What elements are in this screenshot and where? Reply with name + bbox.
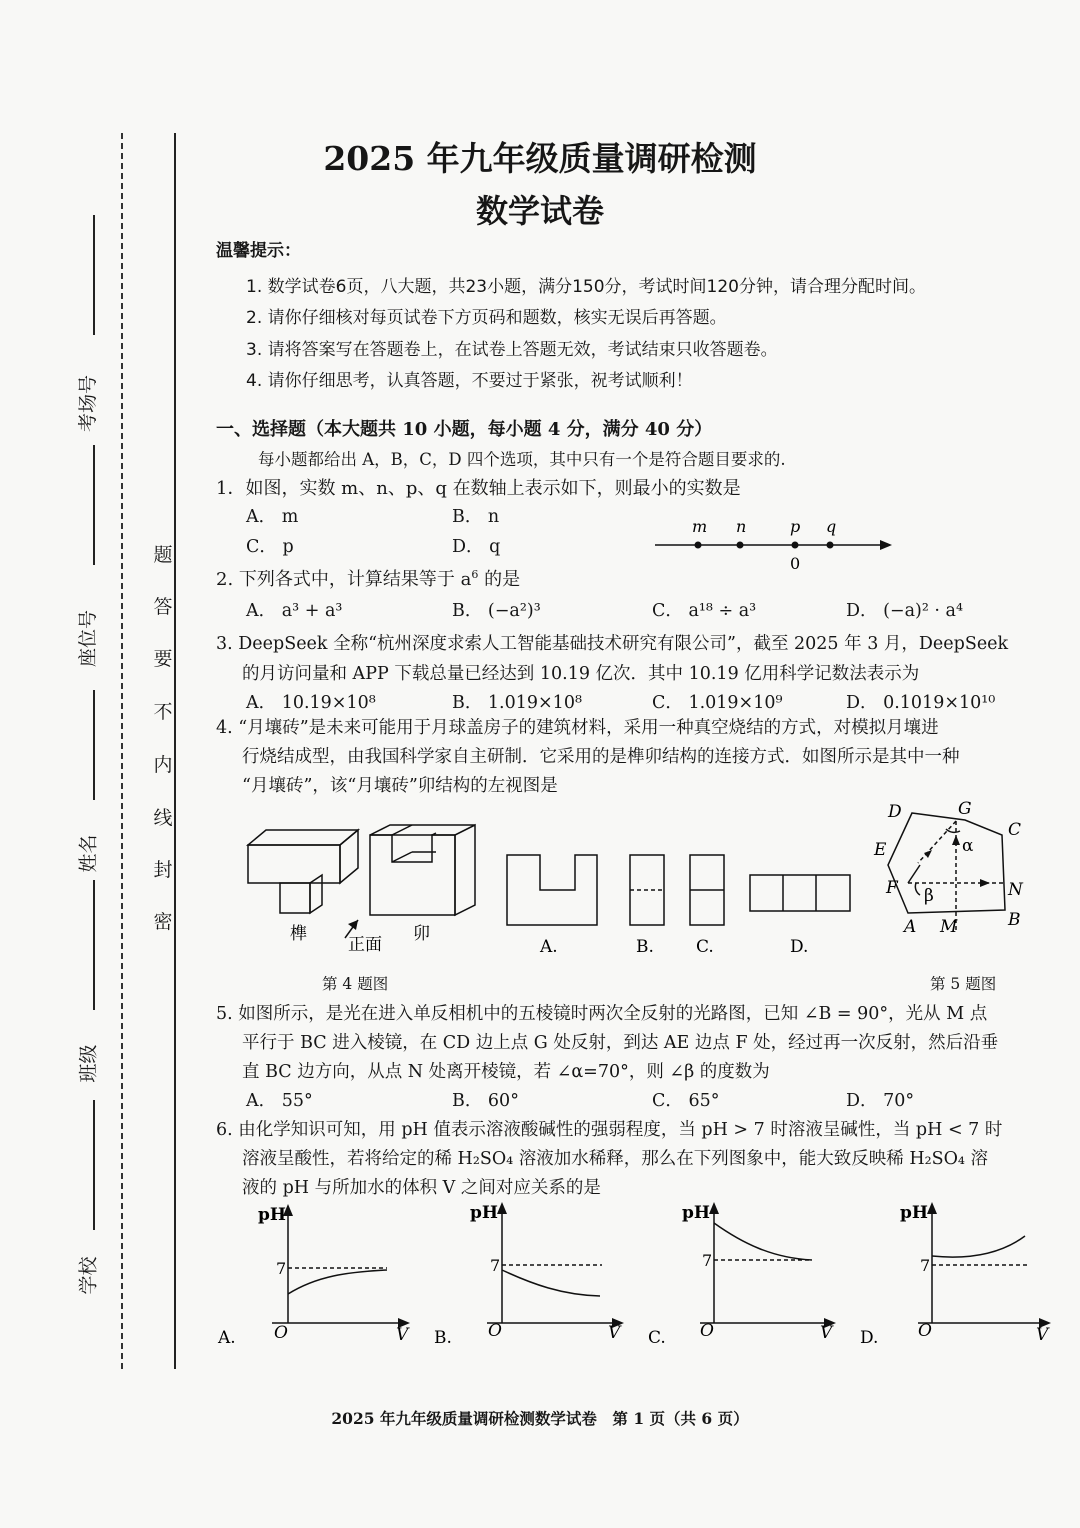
svg-text:7: 7	[490, 1256, 501, 1275]
q3-option-c: C． 1.019×10⁹	[652, 693, 783, 713]
q5-option-a: A． 55°	[246, 1091, 313, 1111]
tip-item: 3. 请将答案写在答题卷上，在试卷上答题无效，考试结束只收答题卷。	[246, 340, 778, 360]
q2-option-b: B． (−a²)³	[452, 601, 541, 621]
q2-stem-sup: 6	[471, 568, 479, 581]
q1-option-c: C． p	[246, 537, 294, 557]
q5-option-b: B． 60°	[452, 1091, 519, 1111]
svg-text:C: C	[1008, 820, 1022, 840]
svg-text:F: F	[886, 878, 898, 898]
axis-zero: 0	[790, 554, 801, 573]
svg-text:pH: pH	[470, 1203, 498, 1223]
seal-char: 题	[153, 544, 173, 566]
q5-figure	[870, 795, 1050, 945]
q3-option-a: A． 10.19×10⁸	[246, 693, 376, 713]
point-p	[792, 542, 799, 549]
tenon-front	[248, 845, 340, 883]
axis-label-n: n	[736, 517, 747, 536]
graph-c	[648, 1202, 836, 1348]
q3-line1: 3. DeepSeek 全称“杭州深度求索人工智能基础技术研究有限公司”，截至 2025 年 3 月，DeepSeek	[216, 634, 1009, 654]
exam-title: 2025 年九年级质量调研检测	[323, 139, 757, 178]
name-line	[93, 690, 95, 800]
svg-text:D: D	[888, 802, 902, 822]
svg-text:pH: pH	[900, 1203, 928, 1223]
q4-option-a: A.	[540, 937, 558, 957]
q1-option-a: A． m	[246, 507, 299, 527]
axis-label-p: p	[790, 517, 801, 536]
svg-text:V: V	[820, 1323, 833, 1343]
svg-text:E: E	[874, 840, 887, 860]
seat-label: 座位号	[77, 609, 100, 668]
svg-text:G: G	[958, 799, 972, 819]
axis-label-q: q	[826, 517, 837, 536]
q6-graphs	[212, 1198, 1062, 1348]
q4-line2: 行烧结成型，由我国科学家自主研制．它采用的是榫卯结构的连接方式．如图所示是其中一种	[242, 747, 960, 767]
svg-text:V: V	[1036, 1325, 1049, 1345]
q4-caption: 第 4 题图	[322, 975, 389, 993]
q2-stem-pre: 2. 下列各式中，计算结果等于 a	[216, 569, 472, 590]
q6-option-d: D.	[860, 1328, 879, 1348]
label-tenon: 榫	[290, 924, 307, 944]
seal-char: 答	[153, 596, 173, 618]
q2-option-a: A． a³ + a³	[246, 601, 343, 621]
svg-text:pH: pH	[258, 1205, 286, 1225]
svg-text:O: O	[274, 1323, 288, 1343]
seal-char: 内	[153, 754, 173, 776]
q3-line2: 的月访问量和 APP 下载总量已经达到 10.19 亿次．其中 10.19 亿用科学记数法表示为	[242, 664, 920, 684]
q6-line1: 6. 由化学知识可知，用 pH 值表示溶液酸碱性的强弱程度，当 pH > 7 时溶液呈碱性，当 pH < 7 时	[216, 1120, 1003, 1140]
label-mortise: 卯	[413, 924, 430, 944]
svg-text:7: 7	[702, 1251, 713, 1270]
q5-line1: 5. 如图所示，是光在进入单反相机中的五棱镜时两次全反射的光路图，已知 ∠B = 90°，光从 M 点	[216, 1004, 988, 1024]
tips-heading: 温馨提示：	[216, 241, 301, 261]
svg-text:7: 7	[920, 1256, 931, 1275]
q6-line3: 液的 pH 与所加水的体积 V 之间对应关系的是	[242, 1178, 601, 1198]
q4-option-b: B.	[636, 937, 654, 957]
q4-line1: 4. “月壤砖”是未来可能用于月球盖房子的建筑材料，采用一种真空烧结的方式，对模拟月壤进	[216, 718, 939, 738]
dashed-cut-line	[121, 133, 123, 1369]
svg-text:α: α	[962, 836, 974, 856]
seal-char: 要	[153, 648, 173, 670]
q4-option-d: D.	[790, 937, 809, 957]
tip-item: 2. 请你仔细核对每页试卷下方页码和题数，核实无误后再答题。	[246, 308, 727, 328]
axis-label-m: m	[692, 517, 708, 536]
svg-text:O: O	[918, 1321, 932, 1341]
svg-text:O: O	[700, 1321, 714, 1341]
point-n	[737, 542, 744, 549]
q2-stem	[216, 565, 520, 591]
svg-text:A: A	[904, 917, 917, 937]
prism	[888, 813, 1005, 913]
point-m	[695, 542, 702, 549]
svg-text:V: V	[396, 1325, 409, 1345]
seal-char: 不	[153, 701, 173, 723]
seal-char: 封	[153, 859, 173, 881]
exam-room-label: 考场号	[77, 374, 100, 433]
q6-option-a: A.	[218, 1328, 236, 1348]
class-label: 班级	[77, 1044, 100, 1083]
q5-option-d: D． 70°	[846, 1091, 915, 1111]
seal-char: 线	[153, 807, 173, 829]
school-line	[93, 1100, 95, 1230]
q6-option-b: B.	[434, 1328, 452, 1348]
svg-text:V: V	[608, 1323, 621, 1343]
class-line	[93, 880, 95, 1010]
q1-number-line	[650, 515, 900, 575]
q2-stem-post: 的是	[478, 569, 521, 590]
svg-text:O: O	[488, 1321, 502, 1341]
seal-char: 密	[153, 911, 173, 933]
q2-option-c: C． a¹⁸ ÷ a³	[652, 601, 757, 621]
q6-option-c: C.	[648, 1328, 666, 1348]
tip-item: 1. 数学试卷6页，八大题，共23小题，满分150分，考试时间120分钟，请合理分配时间。	[246, 277, 926, 297]
q4-line3: “月壤砖”，该“月壤砖”卯结构的左视图是	[242, 776, 558, 796]
tip-item: 4. 请你仔细思考，认真答题，不要过于紧张，祝考试顺利！	[246, 371, 693, 391]
q1-option-d: D． q	[452, 537, 501, 557]
q6-line2: 溶液呈酸性，若将给定的稀 H₂SO₄ 溶液加水稀释，那么在下列图象中，能大致反映稀 H₂SO₄ 溶	[242, 1149, 989, 1169]
q2-option-d: D． (−a)² · a⁴	[846, 601, 963, 621]
svg-text:7: 7	[276, 1259, 287, 1278]
svg-text:B: B	[1008, 910, 1021, 930]
svg-text:N: N	[1008, 880, 1023, 900]
q1-stem: 1．如图，实数 m、n、p、q 在数轴上表示如下，则最小的实数是	[216, 478, 741, 499]
q3-option-b: B． 1.019×10⁸	[452, 693, 582, 713]
svg-text:pH: pH	[682, 1203, 710, 1223]
svg-text:β: β	[924, 886, 934, 906]
exam-room-line	[93, 215, 95, 335]
q5-option-c: C． 65°	[652, 1091, 720, 1111]
graph-b	[434, 1202, 624, 1348]
page-footer: 2025 年九年级质量调研检测数学试卷 第 1 页（共 6 页）	[331, 1409, 749, 1428]
graph-a	[217, 1204, 410, 1348]
svg-text:M: M	[940, 917, 958, 937]
q5-line2: 平行于 BC 进入棱镜，在 CD 边上点 G 处反射，到达 AE 边点 F 处，经过再一次反射，然后沿垂	[242, 1033, 999, 1053]
q5-caption: 第 5 题图	[930, 975, 997, 993]
exam-subtitle: 数学试卷	[475, 192, 604, 230]
label-front: 正面	[348, 935, 382, 955]
name-label: 姓名	[77, 834, 100, 873]
q4-figure	[240, 820, 860, 970]
q3-option-d: D． 0.1019×10¹⁰	[846, 693, 996, 713]
q1-option-b: B． n	[452, 507, 500, 527]
point-q	[827, 542, 834, 549]
section1-heading: 一、选择题（本大题共 10 小题，每小题 4 分，满分 40 分）	[216, 419, 713, 440]
q5-line3: 直 BC 边方向，从点 N 处离开棱镜，若 ∠α=70°，则 ∠β 的度数为	[242, 1062, 770, 1082]
school-label: 学校	[77, 1256, 100, 1295]
graph-d	[860, 1202, 1051, 1348]
q4-option-c: C.	[696, 937, 714, 957]
section1-instruction: 每小题都给出 A，B，C，D 四个选项，其中只有一个是符合题目要求的.	[258, 450, 786, 469]
tenon-top	[248, 830, 358, 845]
seat-line	[93, 445, 95, 565]
